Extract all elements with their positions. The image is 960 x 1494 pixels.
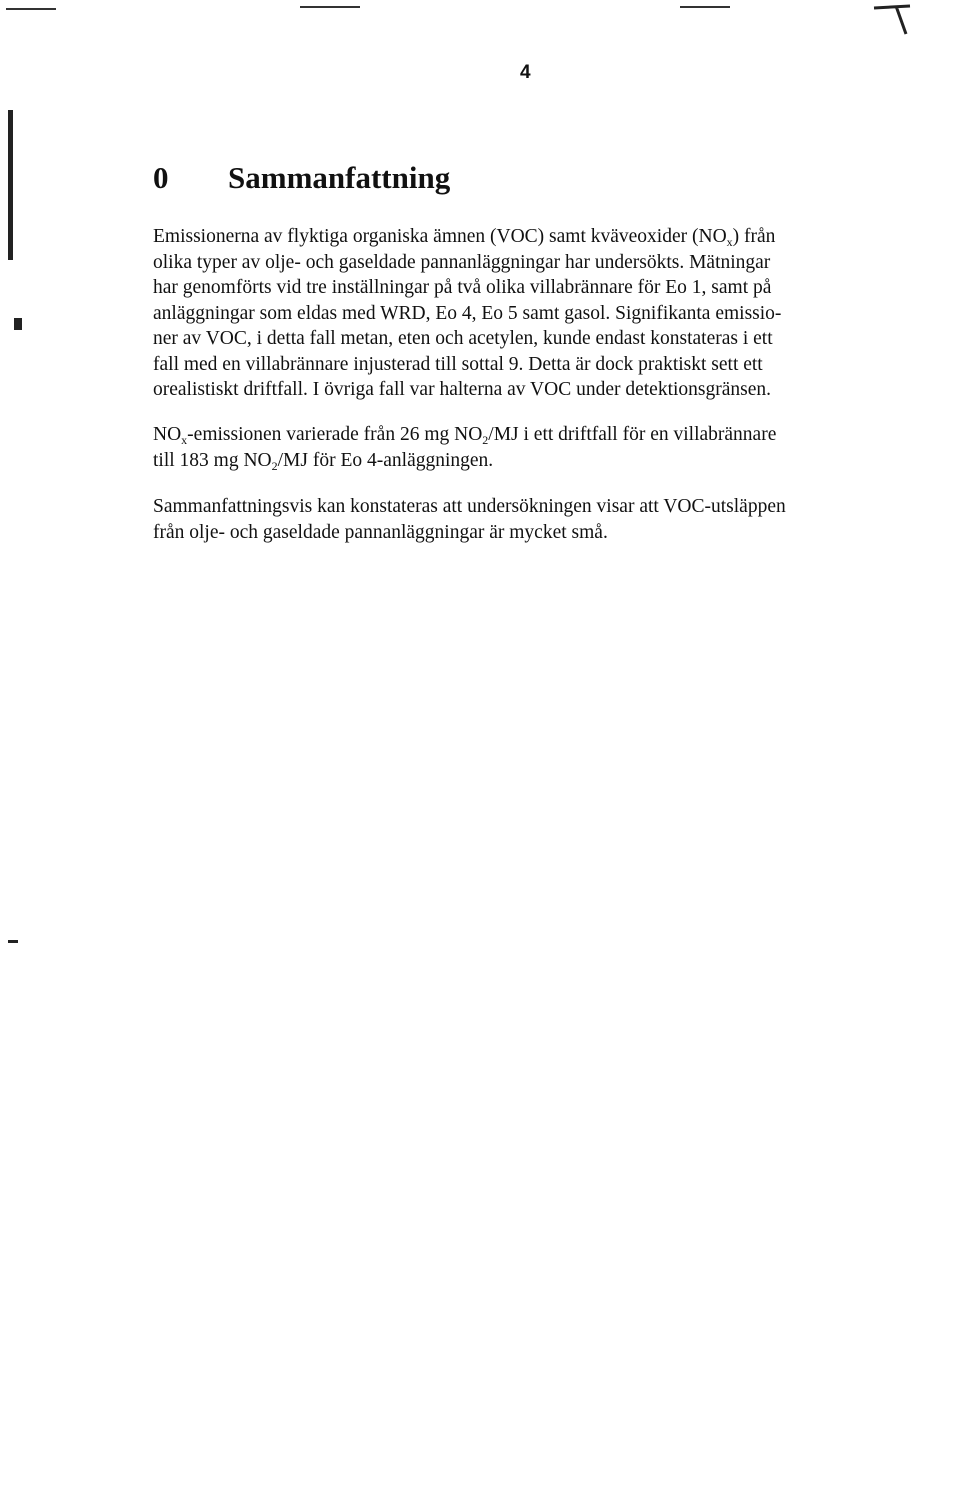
paragraph-line: orealistiskt driftfall. I övriga fall var halterna av VOC under detektionsgränsen. — [153, 379, 772, 400]
scan-artifact-top-line — [300, 6, 360, 8]
scan-artifact-left-tick — [8, 940, 18, 943]
section-heading — [153, 160, 450, 196]
scan-artifact-left-blot — [14, 318, 22, 330]
paragraph-line: Emissionerna av flyktiga organiska ämnen (VOC) samt kväveoxider $(NO_x)$ från — [153, 226, 776, 249]
paragraph-line: Sammanfattningsvis kan konstateras att undersökningen visar att VOC-utsläppen — [153, 496, 786, 517]
paragraph-line: har genomförts vid tre inställningar på två olika villabrännare för Eo 1, samt på — [153, 277, 772, 298]
scan-artifact-corner-icon — [872, 2, 912, 38]
scan-artifact-top-line-2 — [680, 6, 730, 8]
scan-artifact-left-edge — [8, 110, 13, 260]
paragraph-line: anläggningar som eldas med WRD, Eo 4, Eo 5 samt gasol. Signifikanta emissio- — [153, 302, 782, 324]
paragraph-line: fall med en villabrännare injusterad till sottal 9. Detta är dock praktiskt sett ett — [153, 353, 763, 375]
paragraph-line: olika typer av olje- och gaseldade pannanläggningar har undersökts. Mätningar — [153, 251, 771, 273]
summary-paragraph-3 — [153, 494, 853, 545]
scan-artifact-top-dash — [6, 8, 56, 10]
paragraph-line: från olje- och gaseldade pannanläggningar är mycket små. — [153, 521, 608, 543]
section-number: 0 — [153, 160, 169, 195]
paragraph-line: ner av VOC, i detta fall metan, eten och acetylen, kunde endast konstateras i ett — [153, 328, 773, 349]
section-title: Sammanfattning — [228, 160, 451, 195]
summary-paragraph-2 — [153, 422, 853, 473]
paragraph-line: till 183 mg $NO_2/MJ$ för Eo 4-anläggningen. — [153, 449, 494, 473]
summary-paragraph-1 — [153, 224, 853, 403]
paragraph-line: $NO_x$-emissionen varierade från 26 mg $NO_2/MJ$ i ett driftfall för en villabrännare — [153, 424, 777, 447]
page-number: 4 — [520, 62, 531, 83]
